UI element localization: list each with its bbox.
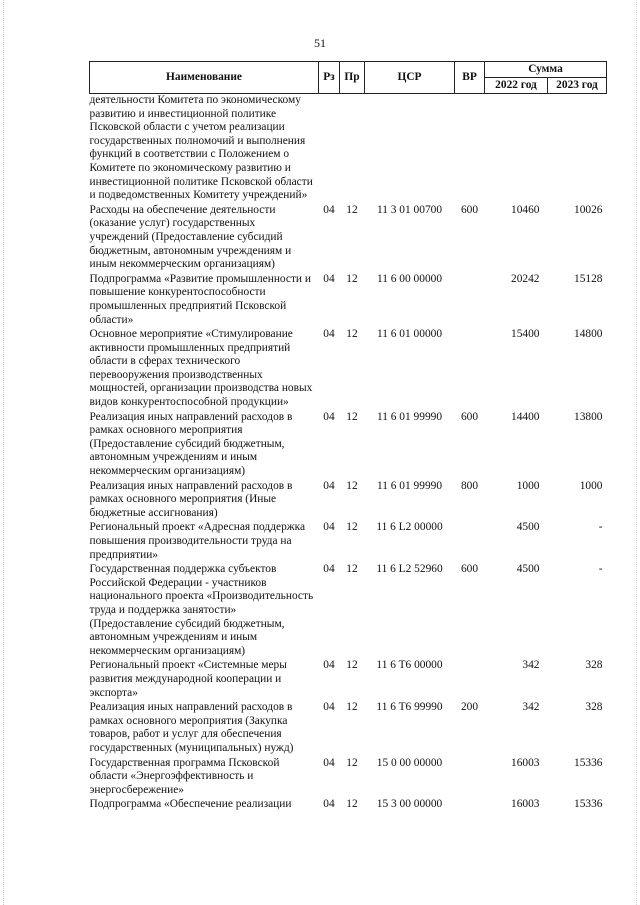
cell-csr: 11 6 T6 00000 <box>376 659 443 672</box>
cell-csr: 11 6 01 99990 <box>376 410 443 423</box>
table-row <box>90 204 607 273</box>
header-name: Наименование <box>90 62 319 94</box>
cell-name: Расходы на обеспечение деятельности (оказание услуг) государственных учреждений (Предоставление субсидий бюджетным, автономным учреждениям и иным некоммерческим организациям) <box>89 203 292 271</box>
cell-rz: 04 <box>323 521 335 534</box>
header-vr: ВР <box>455 62 485 94</box>
cell-2023: 1000 <box>579 479 603 492</box>
cell-pr: 12 <box>346 328 358 341</box>
table-row <box>90 757 607 799</box>
cell-2022: 16003 <box>511 756 540 769</box>
cell-name: деятельности Комитета по экономическому развитию и инвестиционной политике Псковской области с учетом реализации государственных полномочий и выполнения функций в соответствии с Положением о Комитете по экономическому развитию и инвестиционной политике Псковской области и подведомственных Комитету учреждений» <box>89 94 313 202</box>
cell-2022: 16003 <box>511 798 540 811</box>
cell-2022: 342 <box>522 701 540 714</box>
cell-csr: 11 3 01 00700 <box>376 203 443 216</box>
scan-edge-left <box>3 0 5 905</box>
cell-name: Региональный проект «Адресная поддержка повышения производительности труда на предприятии» <box>89 521 306 561</box>
cell-2023: 14800 <box>574 328 603 341</box>
cell-pr: 12 <box>346 659 358 672</box>
cell-csr: 11 6 00 00000 <box>376 272 443 285</box>
cell-name: Региональный проект «Системные меры развития международной кооперации и экспорта» <box>89 659 287 699</box>
cell-csr: 11 6 T6 99990 <box>376 701 443 714</box>
cell-rz <box>319 94 340 204</box>
cell-pr: 12 <box>346 798 358 811</box>
cell-2023: 328 <box>585 701 603 714</box>
cell-rz: 04 <box>323 328 335 341</box>
cell-csr: 15 0 00 00000 <box>376 756 443 769</box>
table-header <box>90 62 607 94</box>
cell-csr <box>365 94 455 204</box>
cell-name: Реализация иных направлений расходов в рамках основного мероприятия (Закупка товаров, работ и услуг для обеспечения государственных (муниципальных) нужд) <box>89 701 294 754</box>
cell-vr: 600 <box>460 563 479 576</box>
cell-pr: 12 <box>346 479 358 492</box>
cell-vr: 200 <box>460 701 479 714</box>
cell-2023: - <box>598 521 603 534</box>
cell-pr: 12 <box>346 272 358 285</box>
cell-2022: 4500 <box>516 563 540 576</box>
cell-csr: 15 3 00 00000 <box>376 798 443 811</box>
cell-vr <box>455 328 485 411</box>
cell-rz: 04 <box>323 563 335 576</box>
table-row <box>90 94 607 204</box>
cell-2022: 14400 <box>511 410 540 423</box>
table-row <box>90 659 607 701</box>
scan-edge-right <box>636 0 638 905</box>
cell-2023 <box>548 94 607 204</box>
cell-rz: 04 <box>323 479 335 492</box>
cell-vr <box>455 521 485 563</box>
cell-2022: 4500 <box>516 521 540 534</box>
cell-pr: 12 <box>346 563 358 576</box>
header-2022: 2022 год <box>485 78 548 94</box>
table-row <box>90 328 607 411</box>
cell-rz: 04 <box>323 203 335 216</box>
cell-vr: 800 <box>460 479 479 492</box>
header-pr: Пр <box>340 62 365 94</box>
cell-2022: 10460 <box>511 203 540 216</box>
cell-2022 <box>485 94 548 204</box>
cell-csr: 11 6 L2 00000 <box>376 521 443 534</box>
cell-rz: 04 <box>323 659 335 672</box>
cell-2022: 1000 <box>516 479 540 492</box>
cell-2023: 15336 <box>574 798 603 811</box>
cell-pr: 12 <box>346 756 358 769</box>
table-body <box>90 94 607 813</box>
table-row <box>90 273 607 328</box>
cell-vr <box>455 273 485 328</box>
cell-rz: 04 <box>323 756 335 769</box>
page-number: 51 <box>314 36 326 50</box>
table-row <box>90 563 607 659</box>
cell-csr: 11 6 01 00000 <box>376 328 443 341</box>
cell-name: Основное мероприятие «Стимулирование активности промышленных предприятий области в сферах технического перевооружения производственных мощностей, организации производства новых видов конкурентоспособной продукции» <box>89 328 313 409</box>
cell-vr <box>455 659 485 701</box>
cell-name: Государственная поддержка субъектов Российской Федерации - участников национального проекта «Производительность труда и поддержка занятости» (Предоставление субсидий бюджетным, автономным учреждениям и иным некоммерческим организациям) <box>89 563 314 657</box>
table-row <box>90 411 607 480</box>
cell-name: Реализация иных направлений расходов в рамках основного мероприятия (Предоставление субсидий бюджетным, автономным учреждениям и иным некоммерческим организациям) <box>89 410 293 478</box>
table-row <box>90 521 607 563</box>
cell-pr: 12 <box>346 521 358 534</box>
header-sum: Сумма <box>485 62 607 78</box>
cell-vr <box>455 94 485 204</box>
cell-pr: 12 <box>346 410 358 423</box>
cell-name: Подпрограмма «Обеспечение реализации <box>89 798 292 811</box>
cell-2023: 15128 <box>574 272 603 285</box>
cell-vr <box>455 757 485 799</box>
cell-csr: 11 6 01 99990 <box>376 479 443 492</box>
cell-2022: 342 <box>522 659 540 672</box>
cell-2023: 328 <box>585 659 603 672</box>
cell-name: Государственная программа Псковской области «Энергоэффективность и энергосбережение» <box>89 756 280 796</box>
cell-name: Реализация иных направлений расходов в рамках основного мероприятия (Иные бюджетные ассигнования) <box>89 479 293 519</box>
budget-table <box>89 61 607 813</box>
cell-rz: 04 <box>323 272 335 285</box>
cell-csr: 11 6 L2 52960 <box>376 563 443 576</box>
cell-2023: 15336 <box>574 756 603 769</box>
header-2023: 2023 год <box>548 78 607 94</box>
cell-2023: - <box>598 563 603 576</box>
cell-pr: 12 <box>346 701 358 714</box>
table-row <box>90 798 607 813</box>
cell-pr <box>340 94 365 204</box>
header-csr: ЦСР <box>365 62 455 94</box>
cell-vr <box>455 798 485 813</box>
cell-pr: 12 <box>346 203 358 216</box>
cell-rz: 04 <box>323 410 335 423</box>
header-rz: Рз <box>319 62 340 94</box>
table-row <box>90 480 607 522</box>
table-row <box>90 701 607 756</box>
cell-2022: 15400 <box>511 328 540 341</box>
cell-2023: 10026 <box>574 203 603 216</box>
cell-2023: 13800 <box>574 410 603 423</box>
cell-vr: 600 <box>460 410 479 423</box>
cell-rz: 04 <box>323 701 335 714</box>
cell-name: Подпрограмма «Развитие промышленности и повышение конкурентоспособности промышленных предприятий Псковской области» <box>89 272 311 326</box>
cell-rz: 04 <box>323 798 335 811</box>
cell-2022: 20242 <box>511 272 540 285</box>
cell-vr: 600 <box>460 203 479 216</box>
